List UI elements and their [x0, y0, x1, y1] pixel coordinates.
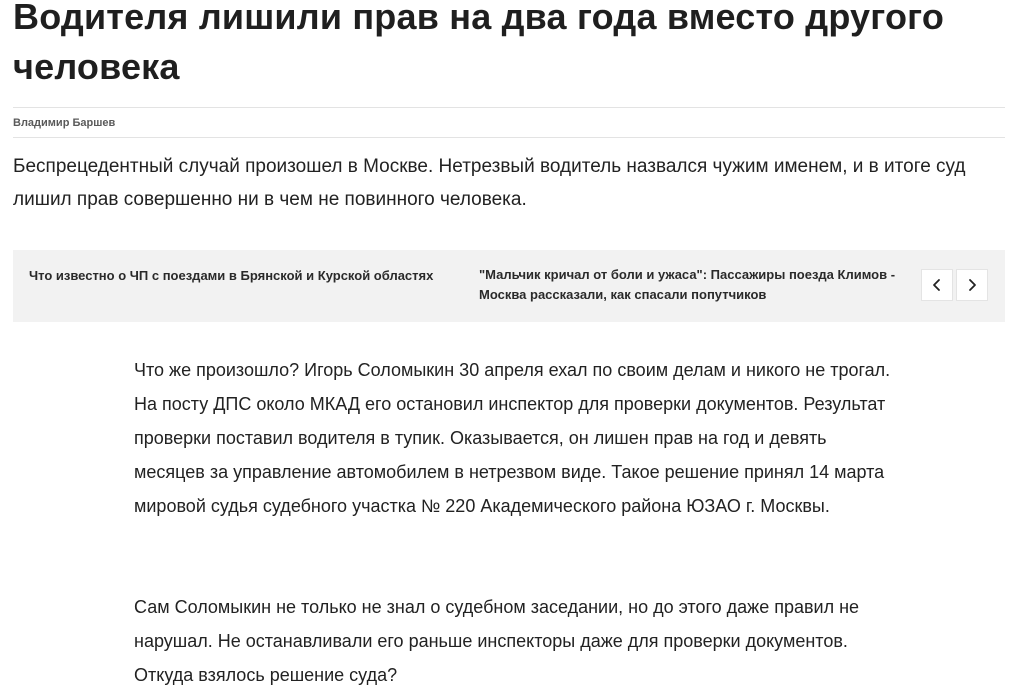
- article-paragraph: Сам Соломыкин не только не знал о судебном заседании, но до этого даже правил не нарушал. Не останавливали его раньше инспекторы даже для проверки документов. Откуда взялось решение суда?: [134, 597, 860, 685]
- author-divider-top: [13, 107, 1005, 108]
- related-news-carousel: [13, 250, 1005, 322]
- article-lead: Беспрецедентный случай произошел в Москве. Нетрезвый водитель назвался чужим именем, и в итоге суд лишил прав совершенно ни в чем не повинного человека.: [13, 156, 966, 210]
- article-author[interactable]: Владимир Баршев: [13, 117, 116, 129]
- related-news-link[interactable]: "Мальчик кричал от боли и ужаса": Пассажиры поезда Климов - Москва рассказали, как спасали попутчиков: [479, 267, 896, 302]
- carousel-next-button[interactable]: [956, 269, 988, 301]
- article-title: Водителя лишили прав на два года вместо другого человека: [13, 0, 945, 87]
- chevron-right-icon: [966, 278, 978, 292]
- carousel-prev-button[interactable]: [921, 269, 953, 301]
- author-divider-bottom: [13, 137, 1005, 138]
- chevron-left-icon: [931, 278, 943, 292]
- article-paragraph: Что же произошло? Игорь Соломыкин 30 апреля ехал по своим делам и никого не трогал. На посту ДПС около МКАД его остановил инспектор для проверки документов. Результат проверки поставил водителя в тупик. Оказывается, он лишен прав на год и девять месяцев за управление автомобилем в нетрезвом виде. Такое решение принял 14 марта мировой судья судебного участка № 220 Академического района ЮЗАО г. Москвы.: [134, 360, 891, 516]
- related-news-link[interactable]: Что известно о ЧП с поездами в Брянской и Курской областях: [29, 268, 434, 283]
